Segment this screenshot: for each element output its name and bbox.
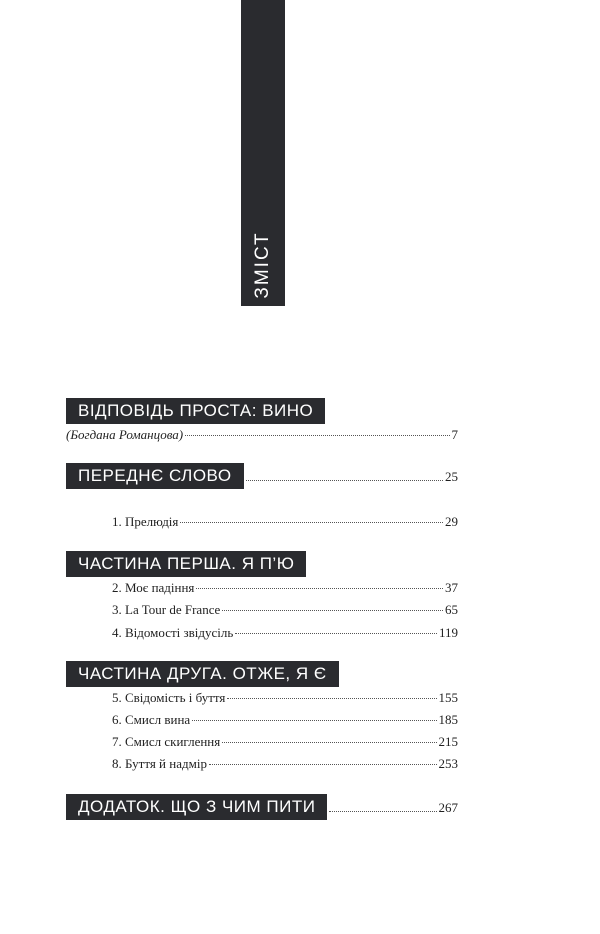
dot-leader	[329, 811, 436, 812]
dot-leader	[196, 588, 443, 589]
toc-section-3[interactable]	[66, 551, 458, 577]
toc-chapter-8[interactable]	[66, 756, 458, 772]
toc-chapter-1[interactable]	[66, 514, 458, 530]
toc-chapter-4[interactable]	[66, 625, 458, 641]
entry-title: 8. Буття й надмір	[112, 756, 207, 771]
entry-title: 5. Свідомість і буття	[112, 690, 226, 705]
entry-page: 65	[445, 602, 458, 617]
dot-leader	[209, 764, 437, 765]
toc-chapter-6[interactable]	[66, 712, 458, 728]
entry-title: 2. Моє падіння	[112, 580, 195, 595]
dot-leader	[222, 610, 443, 611]
section-title: ЧАСТИНА ДРУГА. ОТЖЕ, Я Є	[66, 661, 339, 687]
toc-chapter-5[interactable]	[66, 690, 458, 706]
section-page: 25	[445, 469, 458, 484]
dot-leader	[185, 435, 449, 436]
dot-leader	[222, 742, 436, 743]
entry-page: 29	[445, 514, 458, 529]
entry-title: 6. Смисл вина	[112, 712, 191, 727]
entry-page: 7	[451, 427, 458, 442]
contents-tab	[241, 0, 285, 306]
section-title: ЧАСТИНА ПЕРША. Я П’Ю	[66, 551, 306, 577]
toc-section-4[interactable]	[66, 661, 458, 687]
section-title: ПЕРЕДНЄ СЛОВО	[66, 463, 244, 489]
toc-section-1[interactable]	[66, 398, 458, 424]
dot-leader	[235, 633, 437, 634]
toc-chapter-3[interactable]	[66, 602, 458, 618]
entry-title: 1. Прелюдія	[112, 514, 179, 529]
entry-page: 215	[438, 734, 458, 749]
entry-title: (Богдана Романцова)	[66, 427, 184, 442]
toc-section-5[interactable]	[66, 794, 458, 820]
dot-leader	[192, 720, 436, 721]
entry-page: 155	[438, 690, 458, 705]
entry-page: 253	[438, 756, 458, 771]
entry-page: 37	[445, 580, 458, 595]
entry-title: 4. Відомості звідусіль	[112, 625, 234, 640]
section-page: 267	[438, 800, 458, 815]
toc-section-2[interactable]	[66, 463, 458, 489]
toc-chapter-7[interactable]	[66, 734, 458, 750]
toc-chapter-2[interactable]	[66, 580, 458, 596]
dot-leader	[246, 480, 443, 481]
entry-page: 119	[438, 625, 458, 640]
entry-page: 185	[438, 712, 458, 727]
contents-tab-label: ЗМІСТ	[252, 231, 273, 299]
entry-title: 3. La Tour de France	[112, 602, 221, 617]
dot-leader	[227, 698, 436, 699]
section-title: ВІДПОВІДЬ ПРОСТА: ВИНО	[66, 398, 325, 424]
section-title: ДОДАТОК. ЩО З ЧИМ ПИТИ	[66, 794, 327, 820]
entry-title: 7. Смисл скиглення	[112, 734, 221, 749]
dot-leader	[180, 522, 443, 523]
toc-author-entry[interactable]	[66, 427, 458, 443]
